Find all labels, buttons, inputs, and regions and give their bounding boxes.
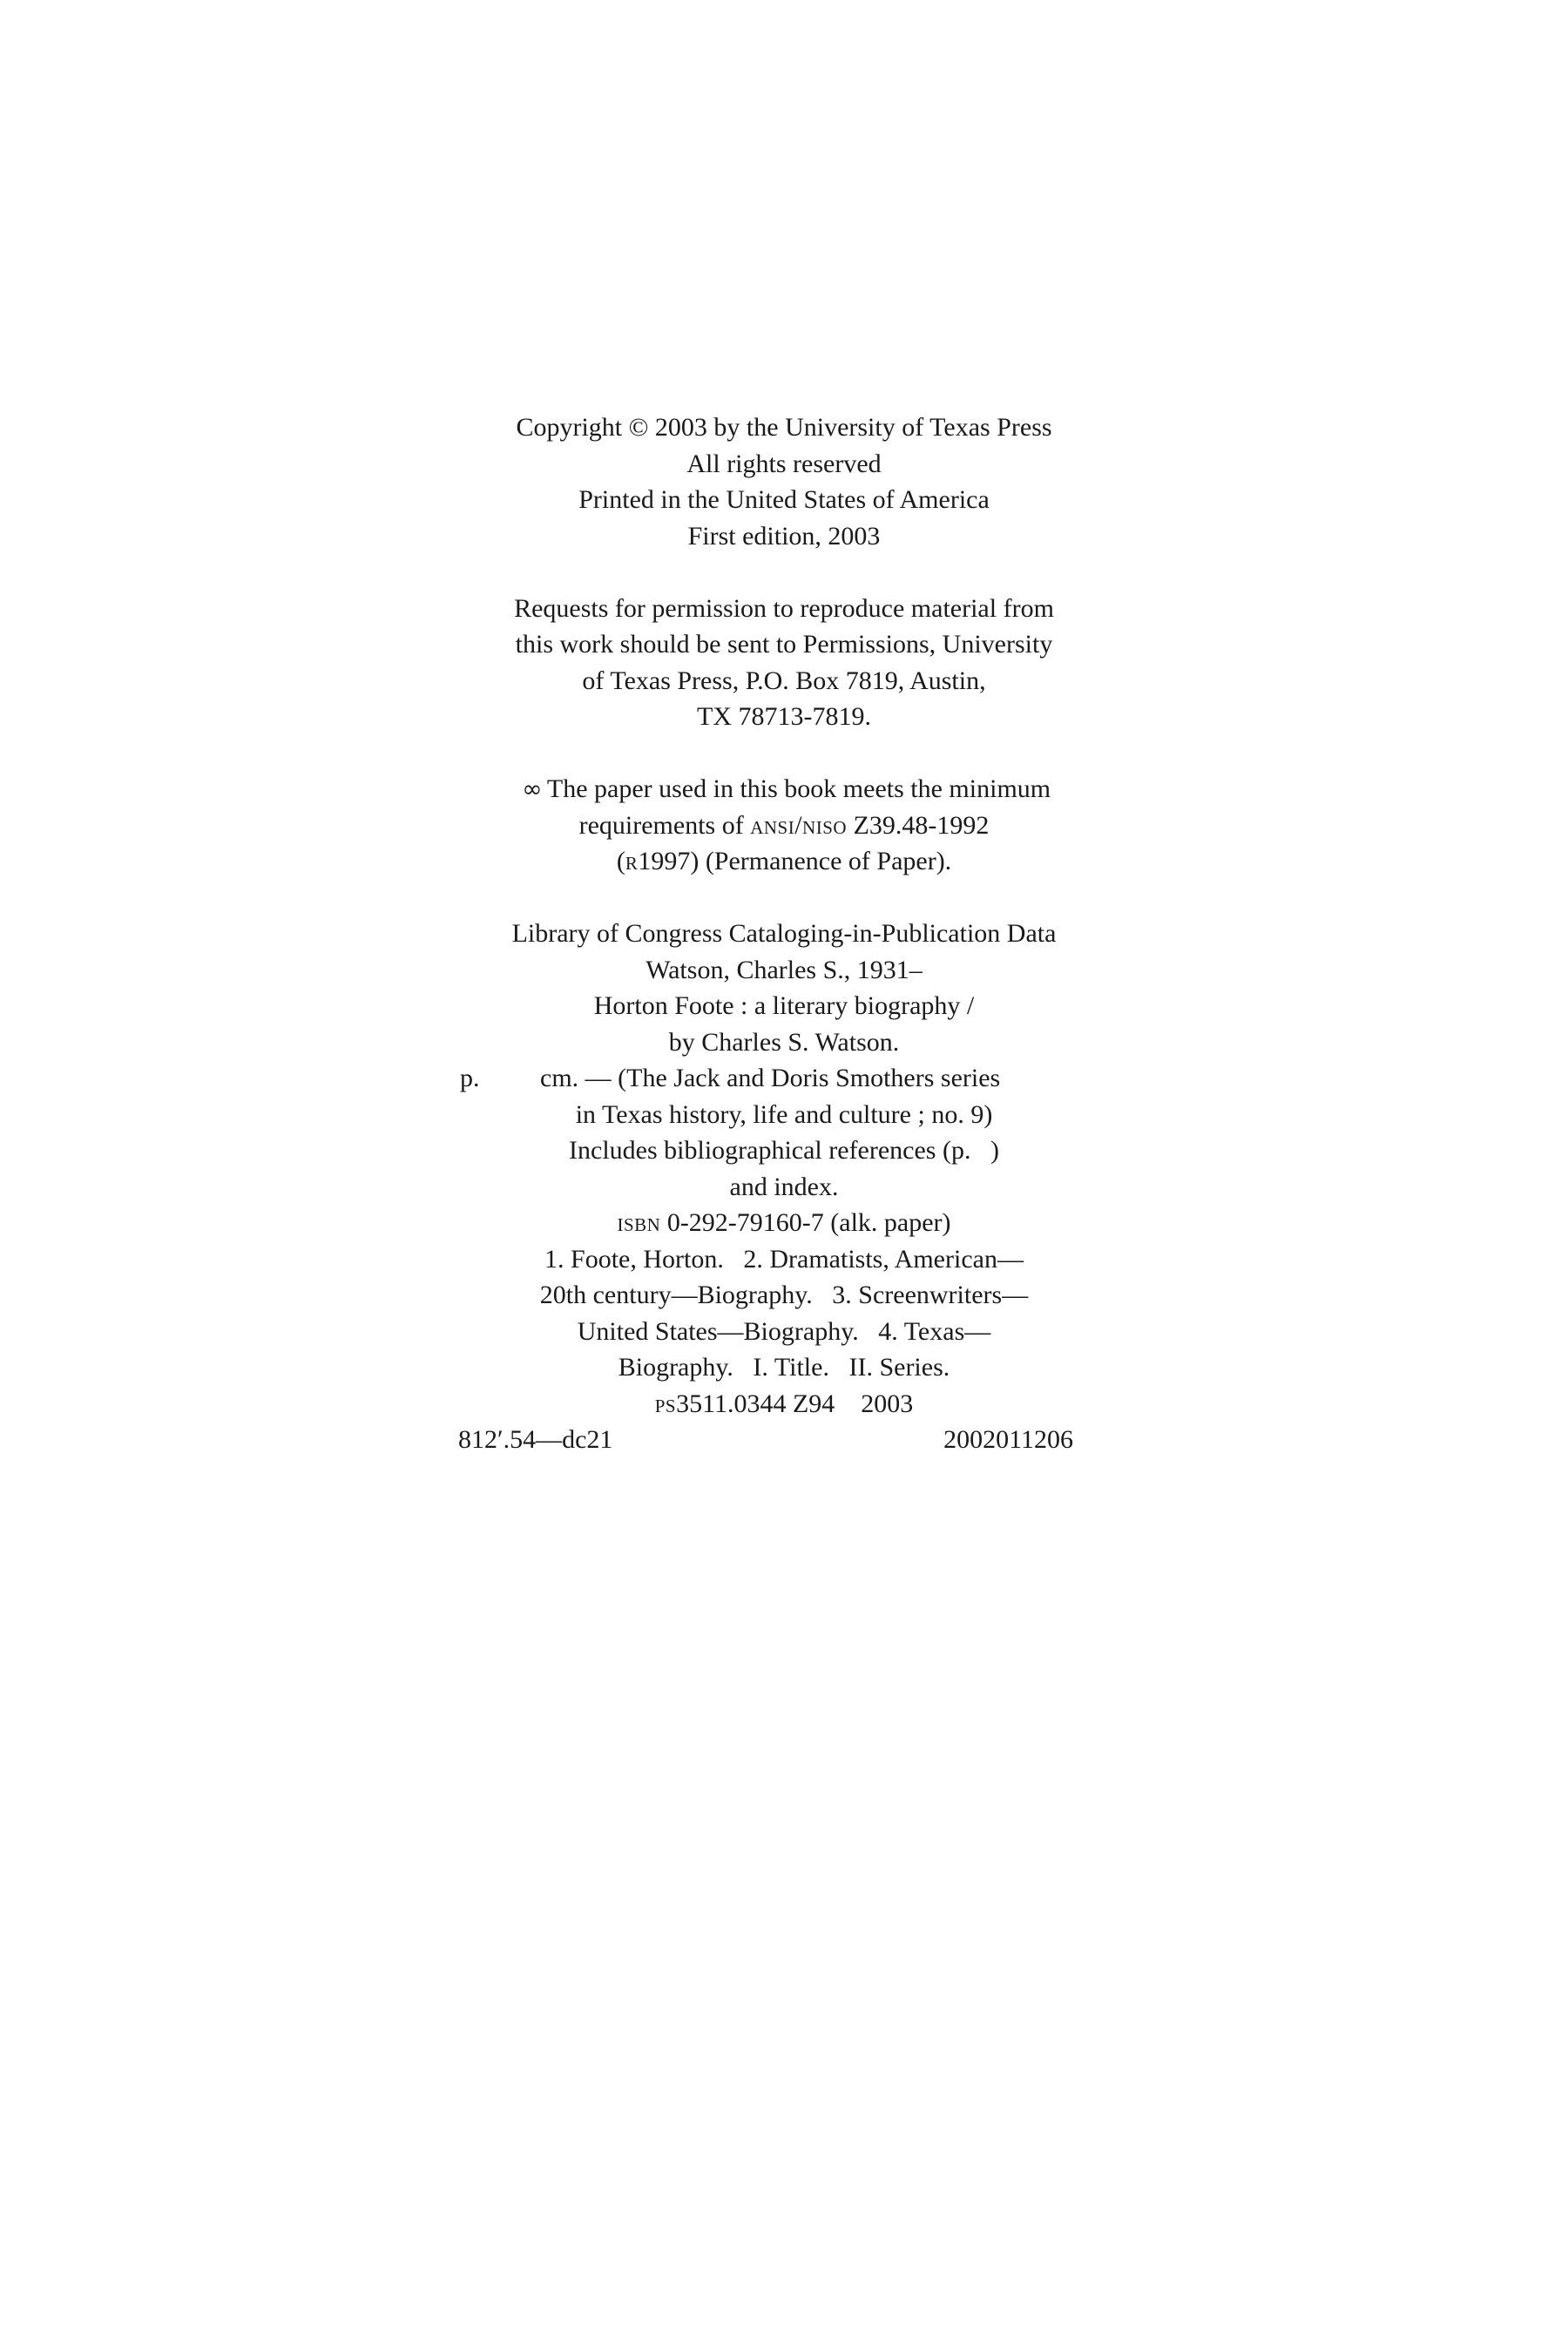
paper-notice [470,771,1098,880]
paper-line-2 [470,808,1098,844]
copyright-line: Copyright © 2003 by the University of Texas Press [516,413,1052,442]
cip-title-1: Horton Foote : a literary biography / [593,991,975,1020]
permissions-line-2: this work should be sent to Permissions, University [515,630,1053,659]
permissions-line-3: of Texas Press, P.O. Box 7819, Austin, [582,666,986,695]
cip-lc-classification [470,1386,1098,1423]
cip-bibliography-2: and index. [729,1172,839,1201]
cip-title-2: by Charles S. Watson. [668,1027,900,1057]
cip-subjects-2: 20th century—Biography. 3. Screenwriters— [539,1281,1029,1309]
paper-text-2a: requirements of [578,810,751,840]
lc-class-rest: 3511.0344 Z94 2003 [676,1389,914,1418]
cip-subjects-3: United States—Biography. 4. Texas— [577,1316,991,1346]
permissions-line-1: Requests for permission to reproduce material from [514,593,1054,623]
cip-isbn-line [470,1205,1098,1241]
paper-line-3 [470,843,1098,880]
copyright-block [458,409,1098,1458]
paper-text-3b: 1997) (Permanence of Paper). [638,847,952,875]
printed-in-line: Printed in the United States of America [578,485,990,514]
cip-series-2: in Texas history, life and culture ; no. 9) [575,1099,993,1129]
cip-pages: p. [460,1064,480,1092]
isbn-value: 0-292-79160-7 (alk. paper) [660,1208,951,1237]
isbn-label: isbn [617,1208,661,1237]
permanence-of-paper-icon: ∞ [522,774,543,803]
dewey-number: 812′.54—dc21 [458,1425,613,1454]
cip-data [458,916,1098,1458]
paper-text-2b: Z39.48-1992 [847,810,990,840]
paper-line-1 [470,771,1098,808]
ansi-niso-label: ansi/niso [750,810,848,840]
cip-subjects-4: Biography. I. Title. II. Series. [618,1353,950,1382]
permissions-line-4: TX 78713-7819. [697,702,871,731]
cip-bibliography-1: Includes bibliographical references (p. ) [569,1136,999,1165]
rights-reserved-line: All rights reserved [686,449,882,478]
paper-text-3-sc: r [625,847,639,875]
cip-heading: Library of Congress Cataloging-in-Publication Data [511,919,1057,948]
cip-subjects-1: 1. Foote, Horton. 2. Dramatists, American— [544,1244,1024,1274]
cip-author: Watson, Charles S., 1931– [645,955,923,984]
cip-series-1: cm. — (The Jack and Doris Smothers series [540,1064,1001,1092]
edition-line: First edition, 2003 [687,521,881,551]
cip-call-numbers [458,1422,1073,1458]
paper-text-3a: ( [616,847,625,875]
copyright-notice [470,409,1098,554]
permissions-notice [470,591,1098,735]
lccn-number: 2002011206 [943,1425,1073,1454]
cip-pagination-line [460,1060,1098,1097]
lc-class-prefix: ps [654,1389,677,1418]
paper-text-1: The paper used in this book meets the minimum [546,774,1051,803]
